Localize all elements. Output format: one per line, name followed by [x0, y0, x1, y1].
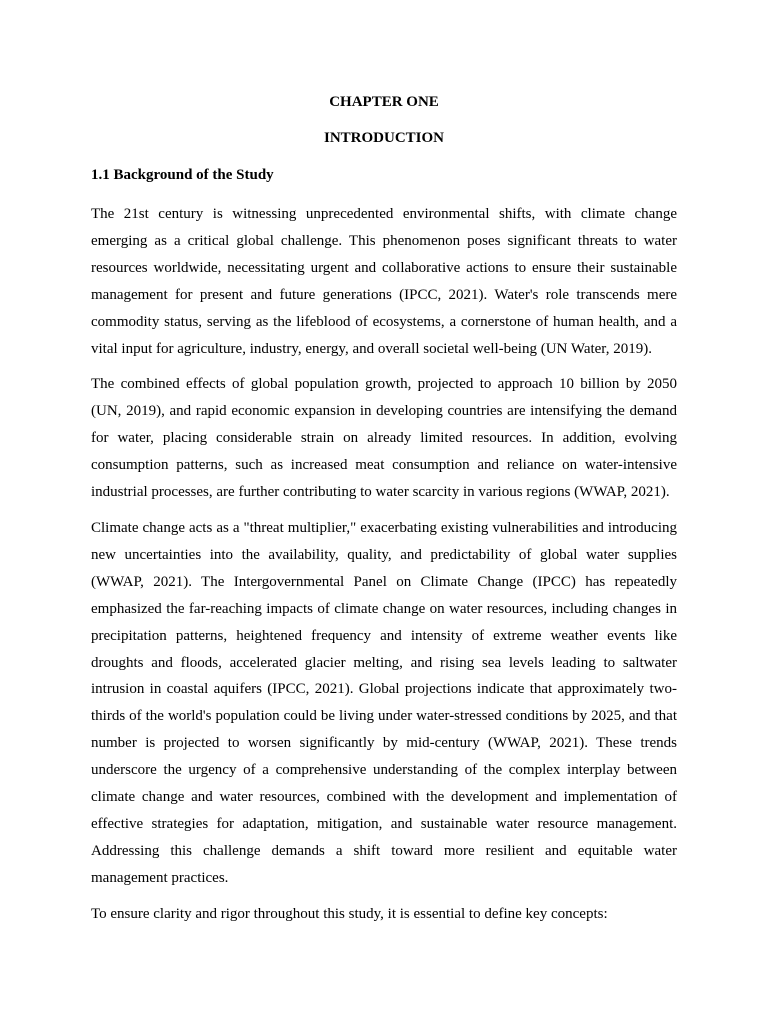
body-paragraph: Climate change acts as a "threat multiplier," exacerbating existing vulnerabilities and introducing new uncertainties into the availability, quality, and predictability of global water supplies (WWAP, 2021). The Intergovernmental Panel on Climate Change (IPCC) has repeatedly emphasized the far-reaching impacts of climate change on water resources, including changes in precipitation patterns, heightened frequency and intensity of extreme weather events like droughts and floods, accelerated glacier melting, and rising sea levels leading to saltwater intrusion in coastal aquifers (IPCC, 2021). Global projections indicate that approximately two-thirds of the world's population could be living under water-stressed conditions by 2025, and that number is projected to worsen significantly by mid-century (WWAP, 2021). These trends underscore the urgency of a comprehensive understanding of the complex interplay between climate change and water resources, combined with the development and implementation of effective strategies for adaptation, mitigation, and sustainable water resource management. Addressing this challenge demands a shift toward more resilient and equitable water management practices. [91, 519, 677, 886]
body-paragraph: The combined effects of global population growth, projected to approach 10 billion by 2050 (UN, 2019), and rapid economic expansion in developing countries are intensifying the demand for water, placing considerable strain on already limited resources. In addition, evolving consumption patterns, such as increased meat consumption and reliance on water-intensive industrial processes, are further contributing to water scarcity in various regions (WWAP, 2021). [91, 376, 677, 501]
closing-paragraph: To ensure clarity and rigor throughout this study, it is essential to define key concepts: [91, 905, 608, 922]
page-title: INTRODUCTION [323, 130, 444, 146]
chapter-heading: CHAPTER ONE [329, 94, 439, 110]
section-heading: 1.1 Background of the Study [91, 167, 274, 183]
document-page [91, 91, 677, 928]
body-paragraph: The 21st century is witnessing unprecedented environmental shifts, with climate change emerging as a critical global challenge. This phenomenon poses significant threats to water resources worldwide, necessitating urgent and collaborative actions to ensure their sustainable management for present and future generations (IPCC, 2021). Water's role transcends mere commodity status, serving as the lifeblood of ecosystems, a cornerstone of human health, and a vital input for agriculture, industry, energy, and overall societal well-being (UN Water, 2019). [91, 206, 677, 357]
